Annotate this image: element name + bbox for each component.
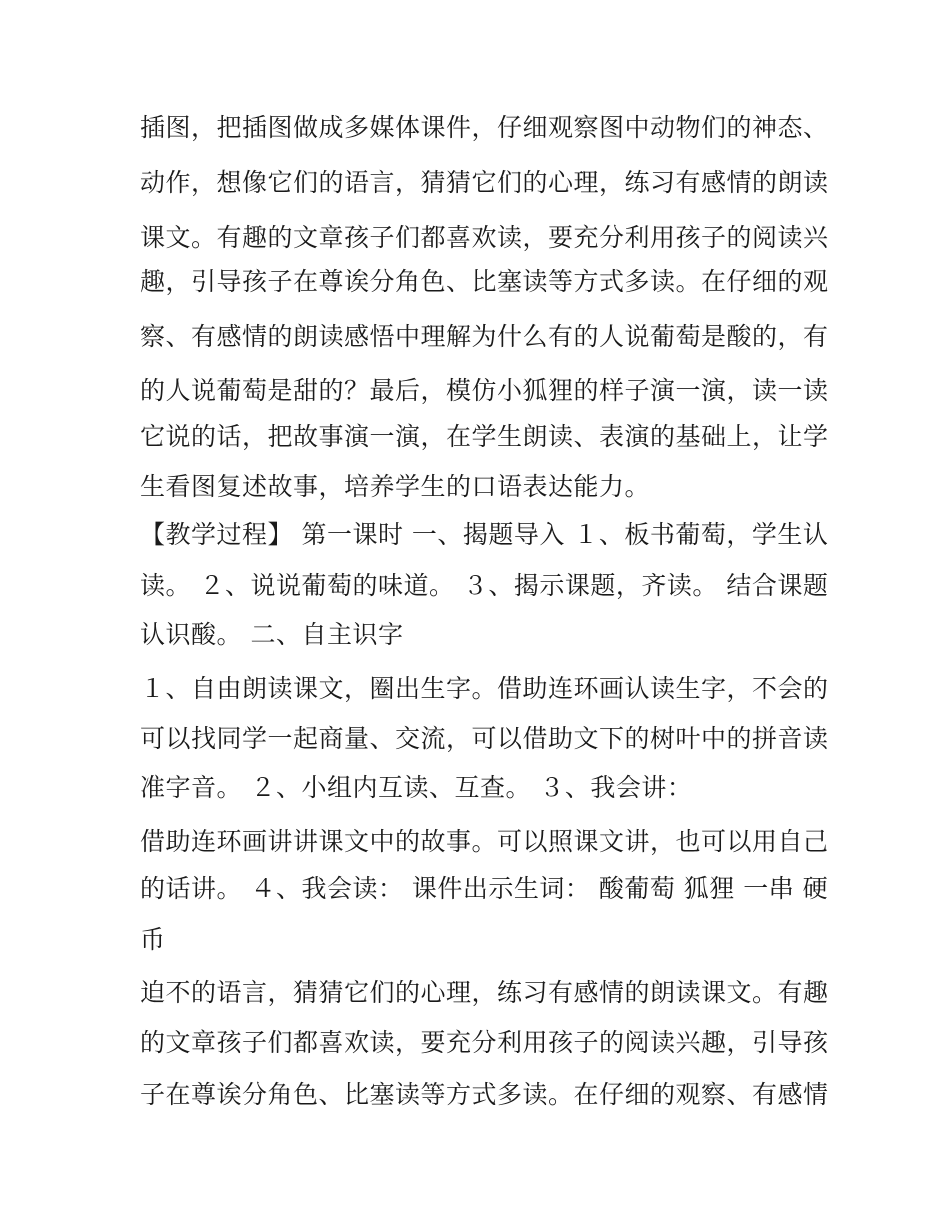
text-line: 认识酸。 二、自主识字 (140, 620, 404, 649)
text-line: 借助连环画讲讲课文中的故事。可以照课文讲，也可以用自己 (140, 827, 829, 856)
text-line: 的人说葡萄是甜的？最后，模仿小狐狸的样子演一演，读一读 (140, 376, 829, 405)
text-line: 可以找同学一起商量、交流，可以借助文下的树叶中的拼音读 (140, 724, 829, 753)
text-line: 动作，想像它们的语言，猜猜它们的心理，练习有感情的朗读 (140, 168, 829, 197)
text-line: 课文。有趣的文章孩子们都喜欢读，要充分利用孩子的阅读兴 (140, 223, 829, 252)
text-line: 插图，把插图做成多媒体课件，仔细观察图中动物们的神态、 (140, 113, 829, 142)
text-line: 的话讲。 ４、我会读： 课件出示生词： 酸葡萄 狐狸 一串 硬 (140, 874, 829, 903)
text-line: 子在尊诶分角色、比塞读等方式多读。在仔细的观察、有感情 (140, 1080, 829, 1109)
text-line: 读。 ２、说说葡萄的味道。 ３、揭示课题，齐读。 结合课题 (140, 571, 829, 600)
text-line: 察、有感情的朗读感悟中理解为什么有的人说葡萄是酸的，有 (140, 322, 829, 351)
text-line: 生看图复述故事，培养学生的口语表达能力。 (140, 472, 651, 501)
text-line: 趣，引导孩子在尊诶分角色、比塞读等方式多读。在仔细的观 (140, 267, 829, 296)
text-line: １、自由朗读课文，圈出生字。借助连环画认读生字，不会的 (140, 674, 829, 703)
text-line: 准字音。 ２、小组内互读、互查。 ３、我会讲： (140, 773, 693, 802)
text-line: 的文章孩子们都喜欢读，要充分利用孩子的阅读兴趣，引导孩 (140, 1028, 829, 1057)
section-heading-line: 【教学过程】 第一课时 一、揭题导入 １、板书葡萄，学生认 (140, 520, 829, 549)
text-line: 币 (140, 925, 166, 954)
text-line: 它说的话，把故事演一演，在学生朗读、表演的基础上，让学 (140, 422, 829, 451)
text-line: 迫不的语言，猜猜它们的心理，练习有感情的朗读课文。有趣 (140, 978, 829, 1007)
